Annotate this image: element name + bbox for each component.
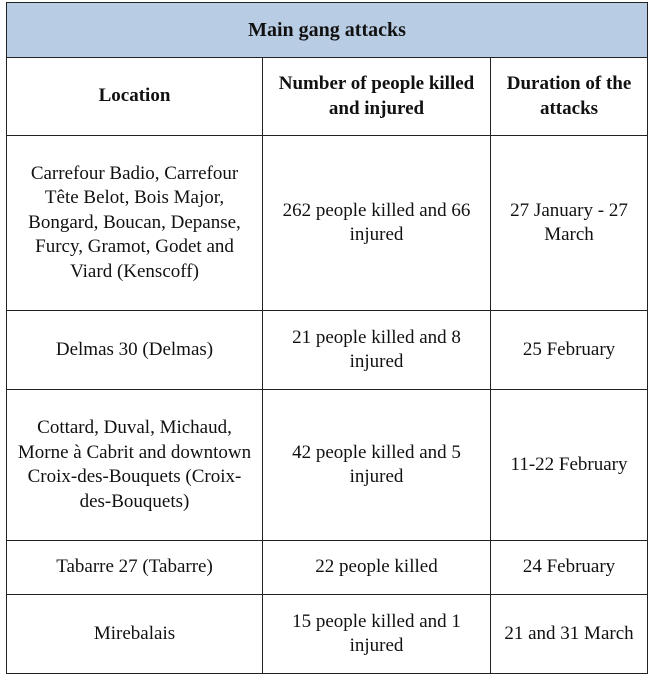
duration-cell: 27 January - 27 March — [491, 136, 648, 311]
table-row — [7, 595, 648, 674]
duration-cell: 21 and 31 March — [491, 595, 648, 674]
duration-cell: 24 February — [491, 541, 648, 595]
table-title: Main gang attacks — [7, 3, 648, 58]
casualties-cell: 15 people killed and 1 injured — [263, 595, 491, 674]
table-row — [7, 541, 648, 595]
title-row — [7, 3, 648, 58]
duration-cell: 11-22 February — [491, 390, 648, 541]
location-cell: Cottard, Duval, Michaud, Morne à Cabrit and downtown Croix-des-Bouquets (Croix-des-Bouquets) — [7, 390, 263, 541]
casualties-cell: 42 people killed and 5 injured — [263, 390, 491, 541]
location-cell: Carrefour Badio, Carrefour Tête Belot, Bois Major, Bongard, Boucan, Depanse, Furcy, Gramot, Godet and Viard (Kenscoff) — [7, 136, 263, 311]
casualties-cell: 21 people killed and 8 injured — [263, 311, 491, 390]
location-cell: Mirebalais — [7, 595, 263, 674]
header-casualties: Number of people killed and injured — [263, 58, 491, 136]
gang-attacks-table — [6, 2, 648, 674]
location-cell: Delmas 30 (Delmas) — [7, 311, 263, 390]
header-row — [7, 58, 648, 136]
table-row — [7, 136, 648, 311]
casualties-cell: 22 people killed — [263, 541, 491, 595]
header-location: Location — [7, 58, 263, 136]
casualties-cell: 262 people killed and 66 injured — [263, 136, 491, 311]
header-duration: Duration of the attacks — [491, 58, 648, 136]
table-row — [7, 390, 648, 541]
table-row — [7, 311, 648, 390]
location-cell: Tabarre 27 (Tabarre) — [7, 541, 263, 595]
duration-cell: 25 February — [491, 311, 648, 390]
